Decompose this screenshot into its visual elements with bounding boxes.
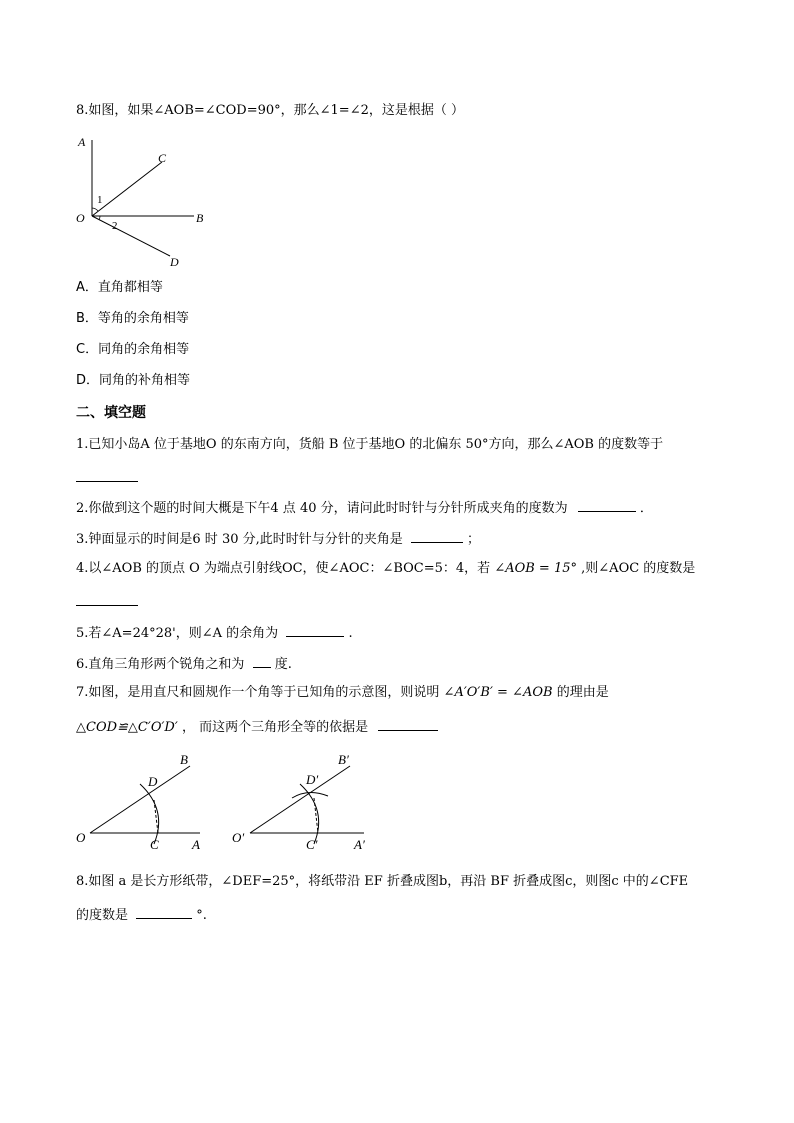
- answer-blank-1[interactable]: [76, 467, 138, 482]
- left-label-d: D: [148, 774, 158, 789]
- label-1: 1: [97, 194, 103, 206]
- q7-text: 7.如图，是用直尺和圆规作一个角等于已知角的示意图，则说明: [76, 685, 440, 700]
- right-label-b: B′: [338, 752, 349, 767]
- fill-question-1: 1.已知小岛A 位于基地O 的东南方向，货船 B 位于基地O 的北偏东 50°方向，那么∠AOB 的度数等于: [76, 437, 664, 452]
- left-label-a: A: [192, 837, 200, 852]
- left-label-c: C: [150, 837, 159, 852]
- right-segment-cd: [314, 798, 318, 833]
- label-a: A: [78, 135, 86, 149]
- q3-text: 3.钟面显示的时间是6 时 30 分,此时时针与分针的夹角是: [76, 532, 403, 547]
- label-c: C: [158, 151, 167, 165]
- section-heading: 二、填空题: [76, 405, 146, 421]
- angle-1-arc: [92, 208, 98, 211]
- right-label-c: C′: [306, 837, 318, 852]
- q6-end: 度.: [274, 657, 292, 672]
- label-2: 2: [112, 220, 118, 232]
- q7-math: ∠A′O′B′ = ∠AOB: [443, 685, 553, 700]
- q8-line2-text: 的度数是: [76, 908, 129, 923]
- left-ray-ob: [90, 766, 190, 833]
- fill-question-4-blank-row: [76, 591, 138, 612]
- fill-question-2: [76, 497, 653, 518]
- q4-math: ∠AOB = 15°: [494, 561, 578, 576]
- right-label-d: D′: [306, 772, 319, 787]
- q4-text-after: ,则∠AOC 的度数是: [581, 561, 696, 576]
- left-label-b: B: [180, 752, 188, 767]
- answer-blank-2[interactable]: [578, 497, 636, 512]
- ray-od: [92, 216, 170, 256]
- label-b: B: [196, 211, 204, 225]
- fill-question-8-line2: [76, 904, 207, 925]
- q8-angle-figure: [70, 132, 210, 272]
- question-8-stem: 8.如图，如果∠AOB=∠COD=90°，那么∠1=∠2，这是根据（ ）: [76, 103, 464, 118]
- label-d: D: [170, 255, 179, 269]
- answer-blank-4[interactable]: [76, 591, 138, 606]
- answer-blank-6[interactable]: [253, 653, 271, 668]
- q5-text: 5.若∠A=24°28'，则∠A 的余角为: [76, 626, 279, 641]
- q7-text-after: 的理由是: [556, 685, 609, 700]
- q3-end: ；: [467, 532, 481, 547]
- option-a: A．直角都相等: [76, 280, 163, 295]
- q7-line2-text: ， 而这两个三角形全等的依据是: [181, 720, 369, 735]
- angle-2-arc: [99, 216, 100, 220]
- q5-end: .: [348, 626, 353, 641]
- right-ray-ob: [250, 766, 350, 833]
- option-d: D．同角的补角相等: [76, 373, 191, 388]
- ray-oc: [92, 162, 162, 216]
- q8-line2-end: °.: [196, 908, 207, 923]
- left-label-o: O: [76, 830, 86, 845]
- fill-question-7: [76, 684, 609, 702]
- fill-question-6: [76, 653, 292, 674]
- option-c: C．同角的余角相等: [76, 342, 190, 357]
- right-label-a: A′: [354, 837, 365, 852]
- q2-end: ．: [639, 501, 653, 516]
- fill-question-4: [76, 560, 695, 578]
- q6-text: 6.直角三角形两个锐角之和为: [76, 657, 245, 672]
- fill-question-3: [76, 528, 480, 549]
- answer-blank-7[interactable]: [378, 716, 438, 731]
- answer-blank-8[interactable]: [136, 904, 192, 919]
- q7-construction-figure: [70, 748, 390, 858]
- fill-question-1-blank-row: [76, 467, 138, 488]
- fill-question-7-line2: [76, 716, 438, 737]
- option-b: B．等角的余角相等: [76, 311, 189, 326]
- fill-question-8: 8.如图 a 是长方形纸带，∠DEF=25°，将纸带沿 EF 折叠成图b，再沿 BF 折叠成图c，则图c 中的∠CFE: [76, 874, 689, 889]
- fill-question-5: [76, 622, 353, 643]
- answer-blank-3[interactable]: [411, 528, 463, 543]
- q7-congruence: △COD≌△C′O′D′: [76, 720, 178, 735]
- right-label-o: O′: [232, 830, 245, 845]
- q4-text: 4.以∠AOB 的顶点 O 为端点引射线OC，使∠AOC：∠BOC=5：4，若: [76, 561, 491, 576]
- label-o: O: [76, 211, 85, 225]
- answer-blank-5[interactable]: [286, 622, 344, 637]
- left-segment-cd: [154, 800, 158, 833]
- q2-text: 2.你做到这个题的时间大概是下午4 点 40 分，请问此时时针与分针所成夹角的度数为: [76, 501, 568, 516]
